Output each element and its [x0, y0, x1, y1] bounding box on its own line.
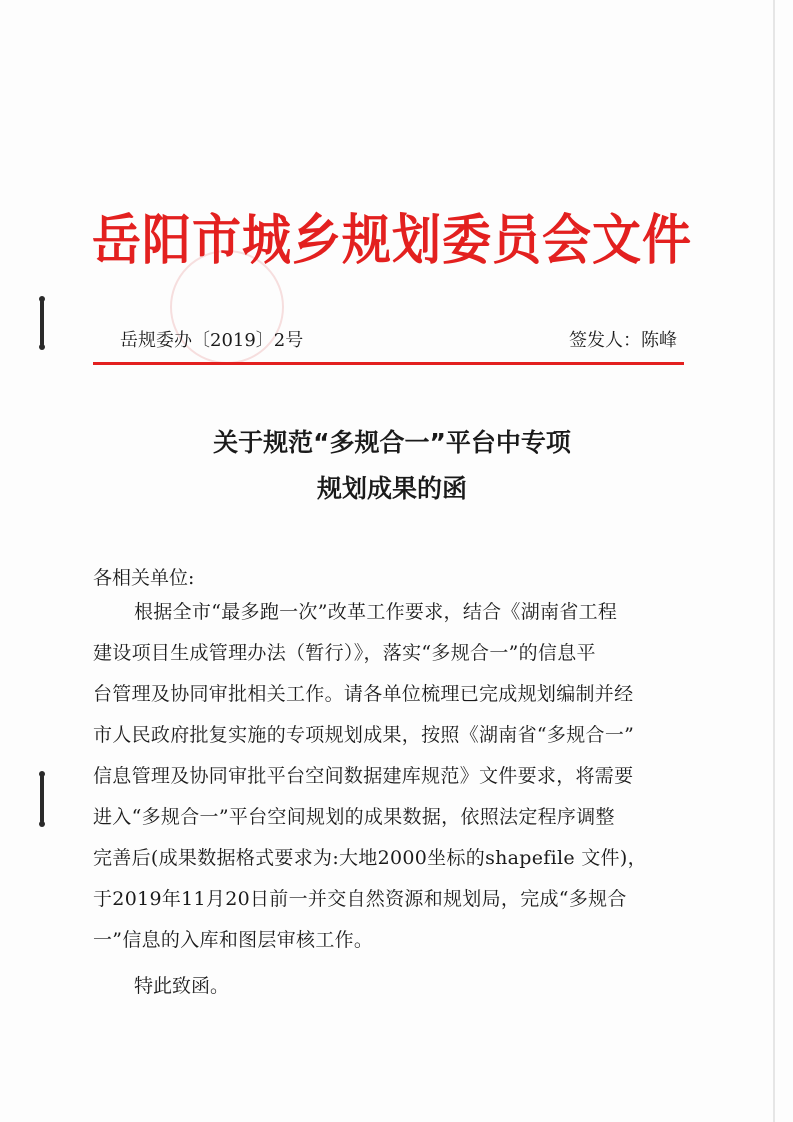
letter-title-line-2: 规划成果的函 — [316, 474, 467, 503]
closing-remark: 特此致函。 — [134, 975, 230, 997]
staple-mark-bottom — [40, 775, 44, 823]
body-line-1: 根据全市“最多跑一次”改革工作要求，结合《湖南省工程 — [134, 601, 618, 623]
letter-title — [92, 420, 692, 512]
scan-edge-line — [773, 0, 775, 1122]
body-line-9: 一”信息的入库和图层审核工作。 — [93, 929, 374, 951]
body-line-7: 完善后(成果数据格式要求为:大地2000坐标的shapefile 文件)， — [93, 847, 647, 869]
body-line-5: 信息管理及协同审批平台空间数据建库规范》文件要求，将需要 — [93, 765, 634, 787]
red-divider-line — [93, 362, 684, 365]
staple-mark-top — [40, 300, 44, 346]
issuer-signature: 签发人：陈峰 — [569, 330, 677, 351]
body-line-3: 台管理及协同审批相关工作。请各单位梳理已完成规划编制并经 — [93, 683, 634, 705]
document-number: 岳规委办〔2019〕2号 — [120, 330, 304, 351]
body-line-2: 建设项目生成管理办法（暂行）》，落实“多规合一”的信息平 — [93, 642, 596, 664]
body-line-6: 进入“多规合一”平台空间规划的成果数据，依照法定程序调整 — [93, 806, 615, 828]
salutation: 各相关单位: — [93, 567, 195, 589]
organization-header-title: 岳阳市城乡规划委员会文件 — [92, 209, 693, 272]
body-line-4: 市人民政府批复实施的专项规划成果，按照《湖南省“多规合一” — [93, 724, 635, 746]
letter-title-line-1: 关于规范“多规合一”平台中专项 — [213, 428, 571, 457]
body-line-8: 于2019年11月20日前一并交自然资源和规划局，完成“多规合 — [93, 888, 627, 910]
